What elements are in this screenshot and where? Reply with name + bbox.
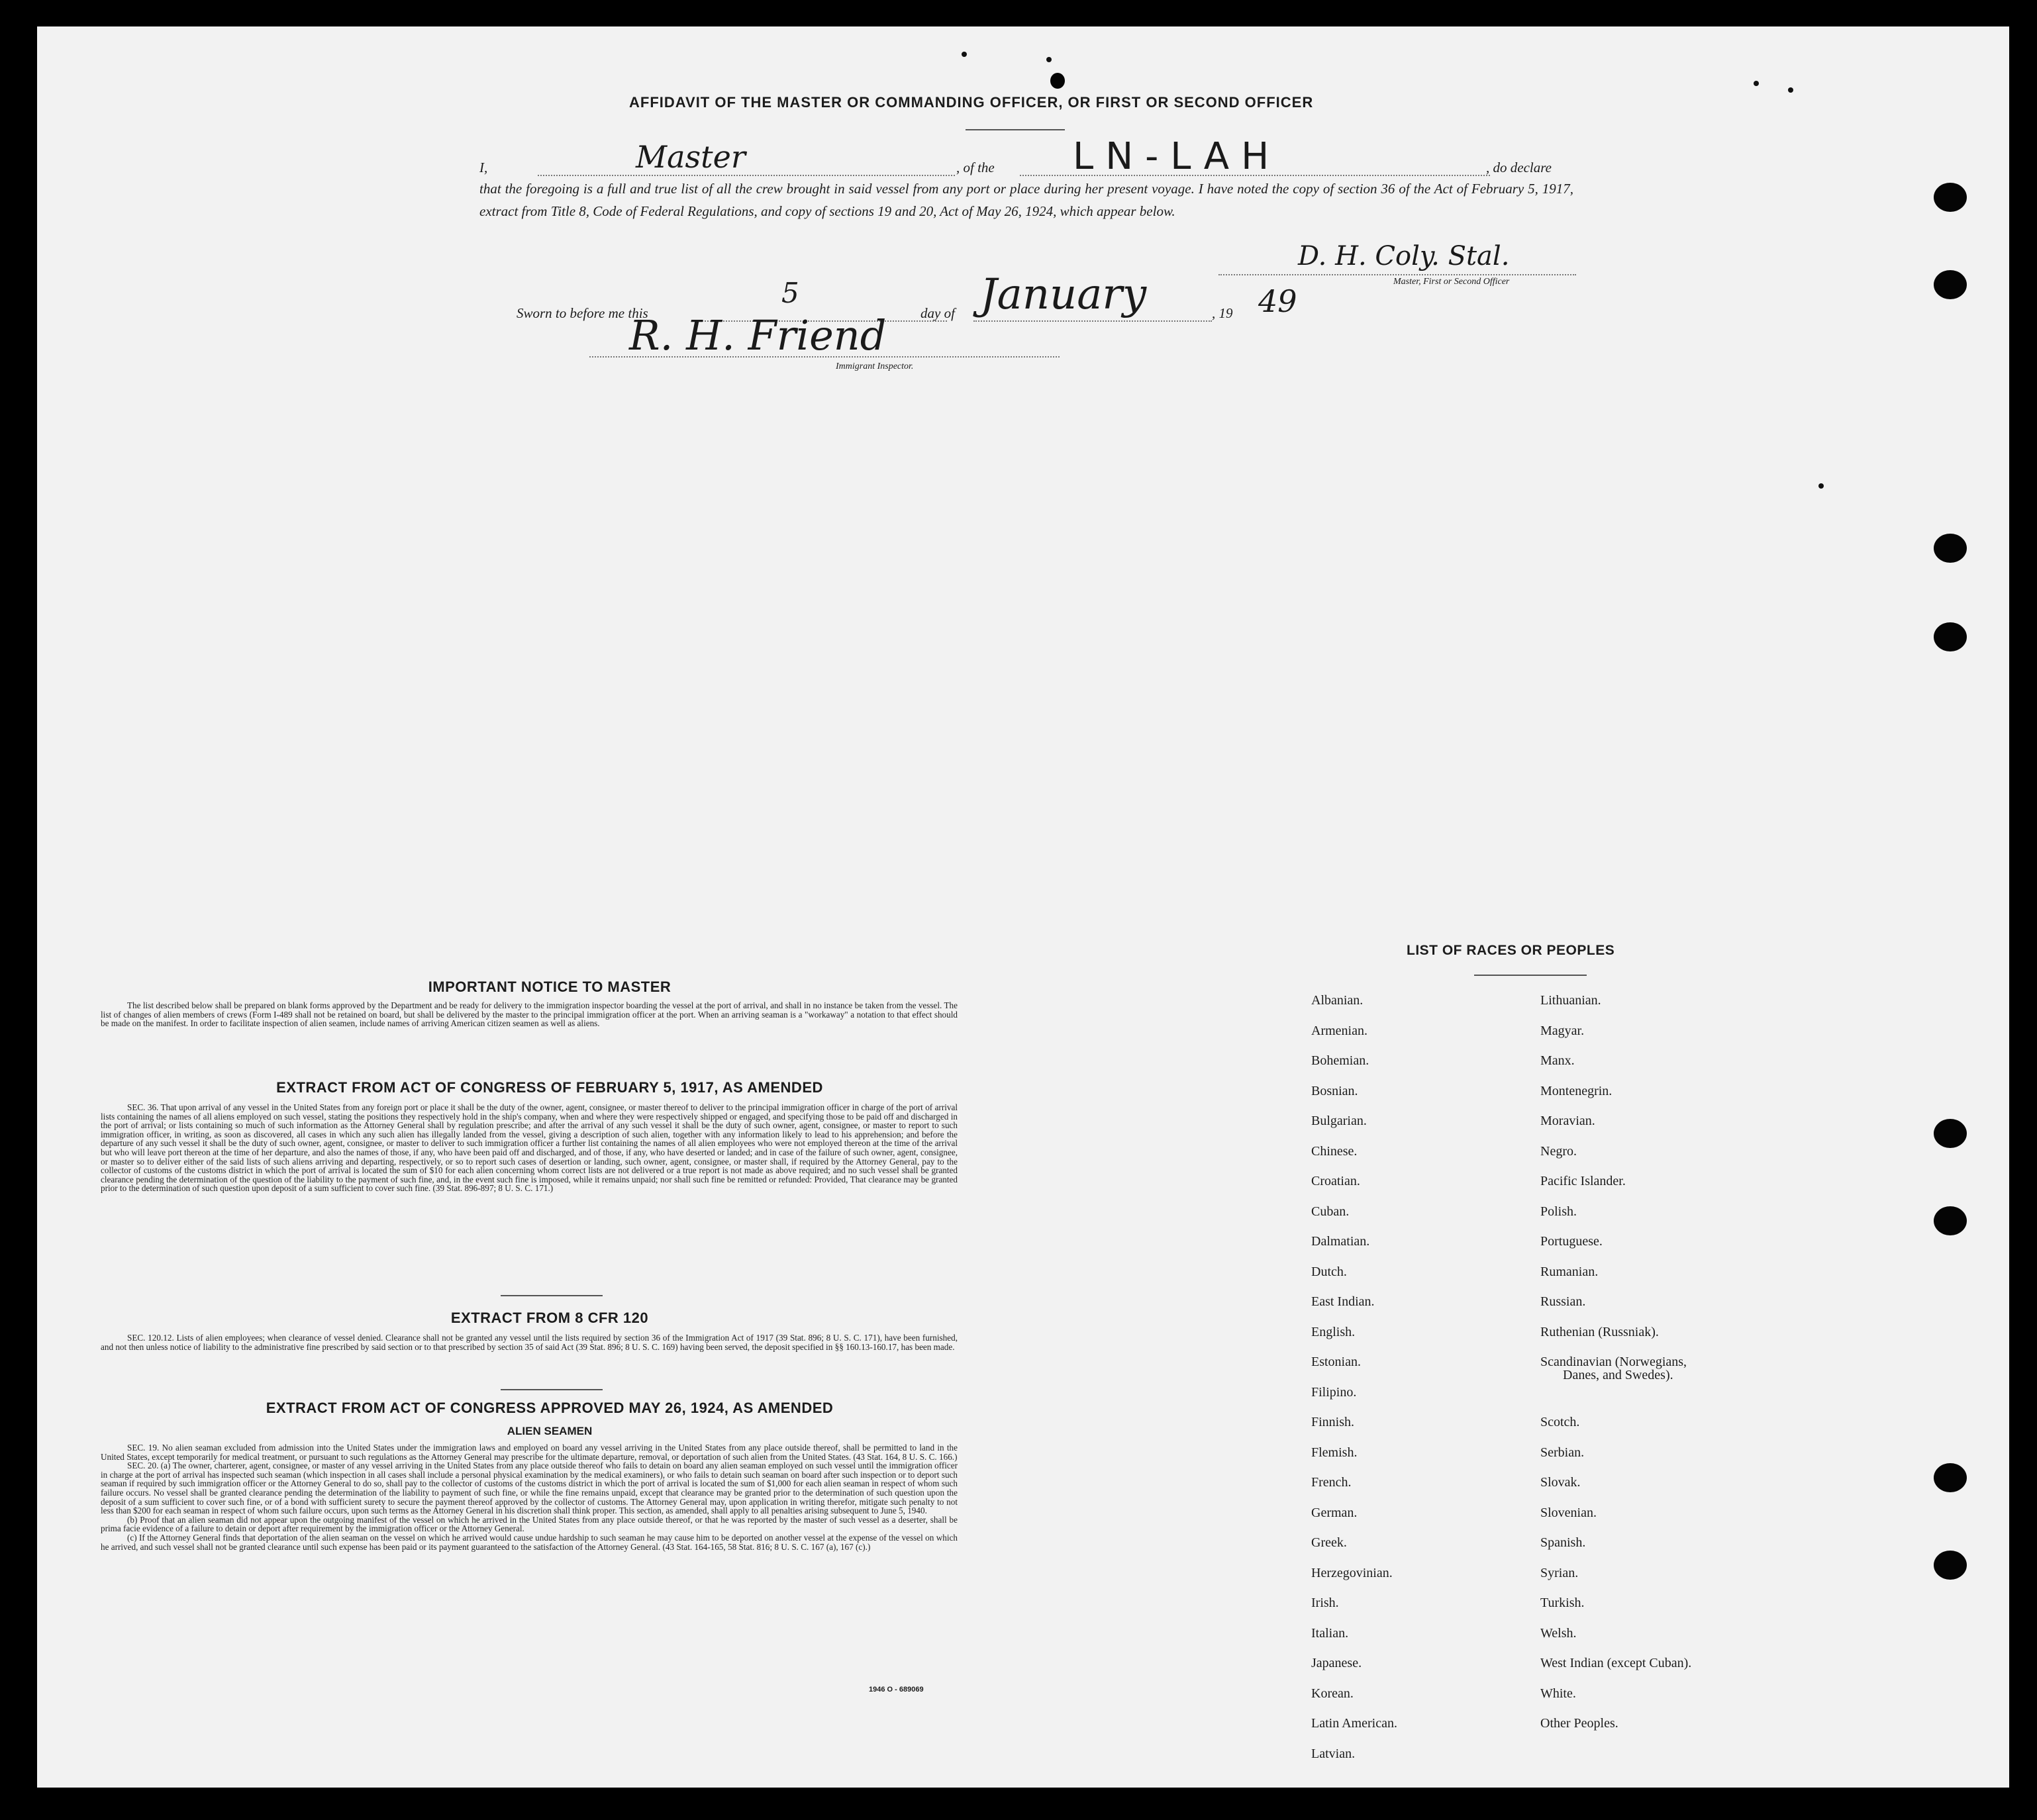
race-item: Turkish. (1540, 1596, 1585, 1610)
race-item: Moravian. (1540, 1114, 1595, 1128)
race-item: White. (1540, 1686, 1576, 1701)
master-name-line (538, 175, 955, 176)
race-item: Russian. (1540, 1294, 1586, 1309)
sec-20a-paragraph: SEC. 20. (a) The owner, charterer, agent, consignee, or master of any vessel arriving in the United States from any place outside thereof who fails to detain on board any alien seaman employed on such vessel until the immigration officer in charge at the port of arrival has inspected such seaman (which inspection in all cases shall include a personal physical examination by the medical examiners), or who fails to detain such seaman on board after such inspection or to deport such seaman if required by such immigration officer or the Attorney General to do so, shall pay to the collector of customs of the customs district in which the port of arrival is located the sum of $1,000 for each alien seaman in respect of whom such failure occurs. No vessel shall be granted clearance pending the determination of the liability to payment of such fine, or while the fine remains unpaid, except that clearance may be granted prior to the determination of such question upon the deposit of a sum sufficient to cover such fine, or of a bond with sufficient surety to secure the payment thereof approved by the collector of customs. The Attorney General may, upon application in writing therefor, mitigate such penalty to not less than $200 for each seaman in respect of whom such failure occurs, upon such terms as the Attorney General in his discretion shall think proper. This section, as amended, shall apply to all penalties arising subsequent to June 5, 1940. (101, 1461, 958, 1516)
section-divider (501, 1389, 603, 1390)
punch-hole (1050, 73, 1065, 89)
race-item: West Indian (except Cuban). (1540, 1656, 1692, 1670)
officer-caption: Master, First or Second Officer (1393, 277, 1510, 287)
binder-hole (1934, 270, 1967, 299)
binder-hole (1934, 1551, 1967, 1580)
race-item: French. (1311, 1475, 1352, 1490)
races-title: LIST OF RACES OR PEOPLES (1407, 943, 1615, 958)
binder-hole (1934, 1463, 1967, 1492)
month-line (973, 320, 1212, 322)
race-item: East Indian. (1311, 1294, 1375, 1309)
officer-signature-line (1218, 274, 1576, 275)
race-item: Rumanian. (1540, 1265, 1599, 1279)
race-item: English. (1311, 1325, 1356, 1339)
race-item-continuation: Danes, and Swedes). (1563, 1368, 1673, 1382)
sworn-label: Sworn to before me this (517, 305, 648, 321)
year-prefix-label: , 19 (1212, 305, 1233, 321)
race-item: Scandinavian (Norwegians, (1540, 1355, 1687, 1369)
race-item: Syrian. (1540, 1566, 1579, 1580)
binder-hole (1934, 534, 1967, 563)
alien-seamen-subtitle: ALIEN SEAMEN (507, 1425, 593, 1437)
print-code: 1946 O - 689069 (869, 1686, 924, 1694)
race-item: Other Peoples. (1540, 1716, 1618, 1731)
vessel-name-handwriting: LN-LAH (1073, 135, 1281, 178)
race-item: Croatian. (1311, 1174, 1360, 1188)
extract-1924-title: EXTRACT FROM ACT OF CONGRESS APPROVED MAY 26, 1924, AS AMENDED (266, 1400, 834, 1416)
race-item: Scotch. (1540, 1415, 1580, 1429)
binder-hole (1934, 622, 1967, 651)
race-item: Serbian. (1540, 1445, 1585, 1460)
year-handwriting: 49 (1258, 283, 1297, 319)
race-item: Albanian. (1311, 993, 1364, 1008)
affidavit-title: AFFIDAVIT OF THE MASTER OR COMMANDING OFFICER, OR FIRST OR SECOND OFFICER (629, 94, 1314, 111)
race-item: Estonian. (1311, 1355, 1361, 1369)
notice-paragraph: The list described below shall be prepared on blank forms approved by the Department and be ready for delivery to the immigration inspector boarding the vessel at the port of arrival, and shall in no instance be taken from the vessel. The list of changes of alien members of crews (Form I-489 shall not be retained on board, but shall be delivered by the master to the principal immigration officer at the port. When an arriving seaman is a "workaway" a notation to that effect should be made on the manifest. In order to facilitate inspection of alien seamen, include names of arriving American citizen seamen as well as aliens. (101, 1000, 958, 1029)
extract-cfr-paragraph: SEC. 120.12. Lists of alien employees; when clearance of vessel denied. Clearance shall not be granted any vessel until the lists required by section 36 of the Immigration Act of 1917 (39 Stat. 896; 8 U. S. C. 171), have been furnished, and not then unless notice of liability to the administrative fine prescribed by said section or to that prescribed by section 35 of said Act (39 Stat. 896; 8 U. S. C. 169) having been served, the deposit specified in §§ 160.13-160.17, has been made. (101, 1333, 958, 1352)
race-item: Armenian. (1311, 1024, 1367, 1038)
race-item: Slovenian. (1540, 1506, 1597, 1520)
race-item: Magyar. (1540, 1024, 1585, 1038)
race-item: Manx. (1540, 1053, 1575, 1068)
speck (1788, 87, 1793, 93)
extract-1917-title: EXTRACT FROM ACT OF CONGRESS OF FEBRUARY 5, 1917, AS AMENDED (276, 1079, 823, 1096)
inspector-signature: R. H. Friend (629, 311, 887, 359)
races-title-underline (1474, 975, 1587, 976)
officer-signature: D. H. Coly. Stal. (1298, 241, 1510, 271)
month-handwriting: January (980, 270, 1147, 319)
race-item: Lithuanian. (1540, 993, 1601, 1008)
extract-1917-paragraph: SEC. 36. That upon arrival of any vessel in the United States from any foreign port or place it shall be the duty of the owner, agent, consignee, or master thereof to deliver to the principal immigration officer in charge of the port of arrival lists containing the names of all aliens employed on such vessel, stating the positions they respectively hold in the ship's company, when and where they were respectively shipped or engaged, and specifying those to be paid off and discharged in the port of arrival; or lists containing so much of such information as the Attorney General shall by regulation prescribe; and after the arrival of any such vessel it shall be the duty of such owner, agent, consignee, or master to report to such immigration officer, in writing, as soon as discovered, all cases in which any such alien has illegally landed from the vessel, giving a description of such alien, together with any information likely to lead to his apprehension; and before the departure of any such vessel it shall be the duty of such owner, agent, consignee, or master to deliver to such immigration officer a further list containing the names of all alien employees who were not employed thereon at the time of the arrival but who will leave port thereon at the time of her departure, and also the names of those, if any, who have been paid off and discharged, and of those, if any, who have deserted or landed; and in case of the failure of such owner, agent, consignee, or master so to deliver either of the said lists of such aliens arriving and departing, respectively, or so to report such cases of desertion or landing, such owner, agent, consignee, or master shall, if required by the Attorney General, pay to the collector of customs of the customs district in which the port of arrival is located the sum of $10 for each alien concerning whom correct lists are not delivered or a true report is not made as above required; and no such vessel shall be granted clearance pending the determination of the question of the liability to the payment of such fine, and, in the event such fine is imposed, while it remains unpaid; nor shall such fine be remitted or refunded: Provided, That clearance may be granted prior to the determination of such question upon deposit of a sum sufficient to cover such fine. (39 Stat. 896-897; 8 U. S. C. 171.) (101, 1102, 958, 1194)
race-item: Italian. (1311, 1626, 1349, 1641)
race-item: Dalmatian. (1311, 1234, 1370, 1249)
extract-1917-text (101, 1103, 958, 1193)
race-item: Bosnian. (1311, 1084, 1358, 1098)
affidavit-body: that the foregoing is a full and true list of all the crew brought in said vessel from any port or place during her present voyage. I have noted the copy of section 36 of the Act of February 5, 1917, extract from Title 8, Code of Federal Regulations, and copy of sections 19 and 20, Act of May 26, 1924, which appear below. (479, 181, 1573, 219)
race-item: Chinese. (1311, 1144, 1358, 1159)
speck (1818, 483, 1824, 489)
notice-text (101, 1001, 958, 1028)
sec-19-paragraph: SEC. 19. No alien seaman excluded from admission into the United States under the immigration laws and employed on board any vessel arriving in the United States from any place outside thereof, shall be permitted to land in the United States, except temporarily for medical treatment, or pursuant to such regulations as the Attorney General may prescribe for the ultimate departure, removal, or deportation of such alien from the United States. (43 Stat. 164, 8 U. S. C. 166.) (101, 1443, 958, 1462)
race-item: Montenegrin. (1540, 1084, 1613, 1098)
race-item: Portuguese. (1540, 1234, 1603, 1249)
title-underline (966, 129, 1065, 130)
race-item: Filipino. (1311, 1385, 1357, 1400)
race-item: Latin American. (1311, 1716, 1397, 1731)
notice-title: IMPORTANT NOTICE TO MASTER (428, 979, 671, 995)
race-item: Bulgarian. (1311, 1114, 1367, 1128)
section-divider (501, 1295, 603, 1296)
race-item: Herzegovinian. (1311, 1566, 1393, 1580)
race-item: Irish. (1311, 1596, 1339, 1610)
race-item: Cuban. (1311, 1204, 1350, 1219)
affidavit-i-label: I, (479, 160, 488, 175)
race-item: Spanish. (1540, 1535, 1586, 1550)
day-handwriting: 5 (781, 277, 799, 309)
extract-cfr-title: EXTRACT FROM 8 CFR 120 (450, 1310, 649, 1326)
do-declare-label: , do declare (1486, 160, 1552, 175)
race-item: Greek. (1311, 1535, 1347, 1550)
extract-1924-text (101, 1443, 958, 1551)
race-item: Latvian. (1311, 1747, 1356, 1761)
speck (1046, 57, 1052, 62)
day-of-label: day of (920, 305, 955, 321)
race-item: Flemish. (1311, 1445, 1358, 1460)
race-item: Ruthenian (Russniak). (1540, 1325, 1659, 1339)
speck (1754, 81, 1759, 86)
race-item: Bohemian. (1311, 1053, 1369, 1068)
master-name-handwriting: Master (636, 139, 746, 175)
extract-cfr-text (101, 1333, 958, 1351)
binder-hole (1934, 183, 1967, 212)
race-item: Japanese. (1311, 1656, 1362, 1670)
inspector-caption: Immigrant Inspector. (836, 361, 914, 371)
race-item: Welsh. (1540, 1626, 1577, 1641)
race-item: Polish. (1540, 1204, 1577, 1219)
race-item: German. (1311, 1506, 1358, 1520)
race-item: Dutch. (1311, 1265, 1347, 1279)
sec-20b-paragraph: (b) Proof that an alien seaman did not appear upon the outgoing manifest of the vessel on which he arrived in the United States from any place outside thereof, or that he was reported by the master of such vessel as a deserter, shall be prima facie evidence of a failure to detain or deport after requirement by the immigration officer or the Attorney General. (101, 1514, 958, 1534)
race-item: Korean. (1311, 1686, 1354, 1701)
binder-hole (1934, 1206, 1967, 1235)
sec-20c-paragraph: (c) If the Attorney General finds that deportation of the alien seaman on the vessel on which he arrived would cause undue hardship to such seaman he may cause him to be deported on another vessel at the expense of the vessel on which he arrived, and such vessel shall not be granted clearance until such expense has been paid or its payment guaranteed to the satisfaction of the Attorney General. (43 Stat. 164-165, 58 Stat. 816; 8 U. S. C. 167 (a), 167 (c).) (101, 1532, 958, 1552)
race-item: Finnish. (1311, 1415, 1355, 1429)
binder-hole (1934, 1119, 1967, 1148)
race-item: Negro. (1540, 1144, 1577, 1159)
race-item: Pacific Islander. (1540, 1174, 1626, 1188)
speck (962, 52, 967, 57)
race-item: Slovak. (1540, 1475, 1581, 1490)
of-the-label: , of the (956, 160, 995, 175)
